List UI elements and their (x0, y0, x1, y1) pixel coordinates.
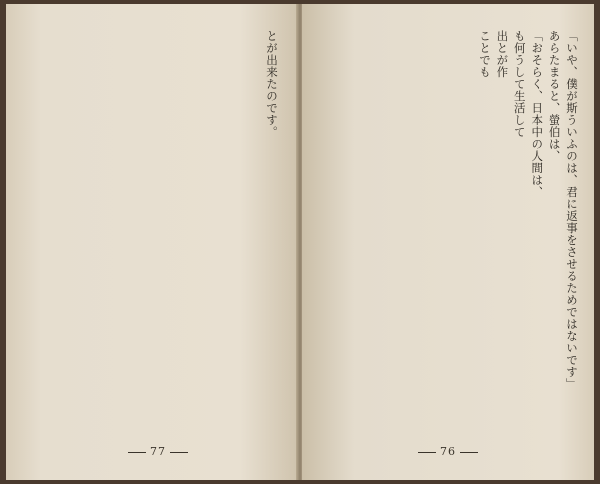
right-page-text (322, 30, 580, 410)
right-page (302, 4, 594, 480)
book-spread (6, 4, 594, 480)
text-line: あらたまると、螢伯は、 (547, 30, 562, 162)
page-number-left (124, 445, 192, 458)
page-number-text: 77 (150, 445, 166, 458)
text-line: とが出来たのです。 (265, 30, 279, 138)
left-page-text (28, 30, 280, 410)
text-line: 「いや、僕が斯ういふのは、君に返事をさせるためではないです」 (565, 30, 579, 390)
page-number-text: 76 (440, 445, 456, 458)
left-page (6, 4, 298, 480)
text-line: 「おそらく、日本中の人間は、 (530, 30, 545, 198)
text-line: 出とが作 (495, 30, 510, 78)
text-line: も何うして生活して (512, 30, 527, 138)
page-number-right (414, 445, 482, 458)
text-line: ことでも (477, 30, 492, 78)
